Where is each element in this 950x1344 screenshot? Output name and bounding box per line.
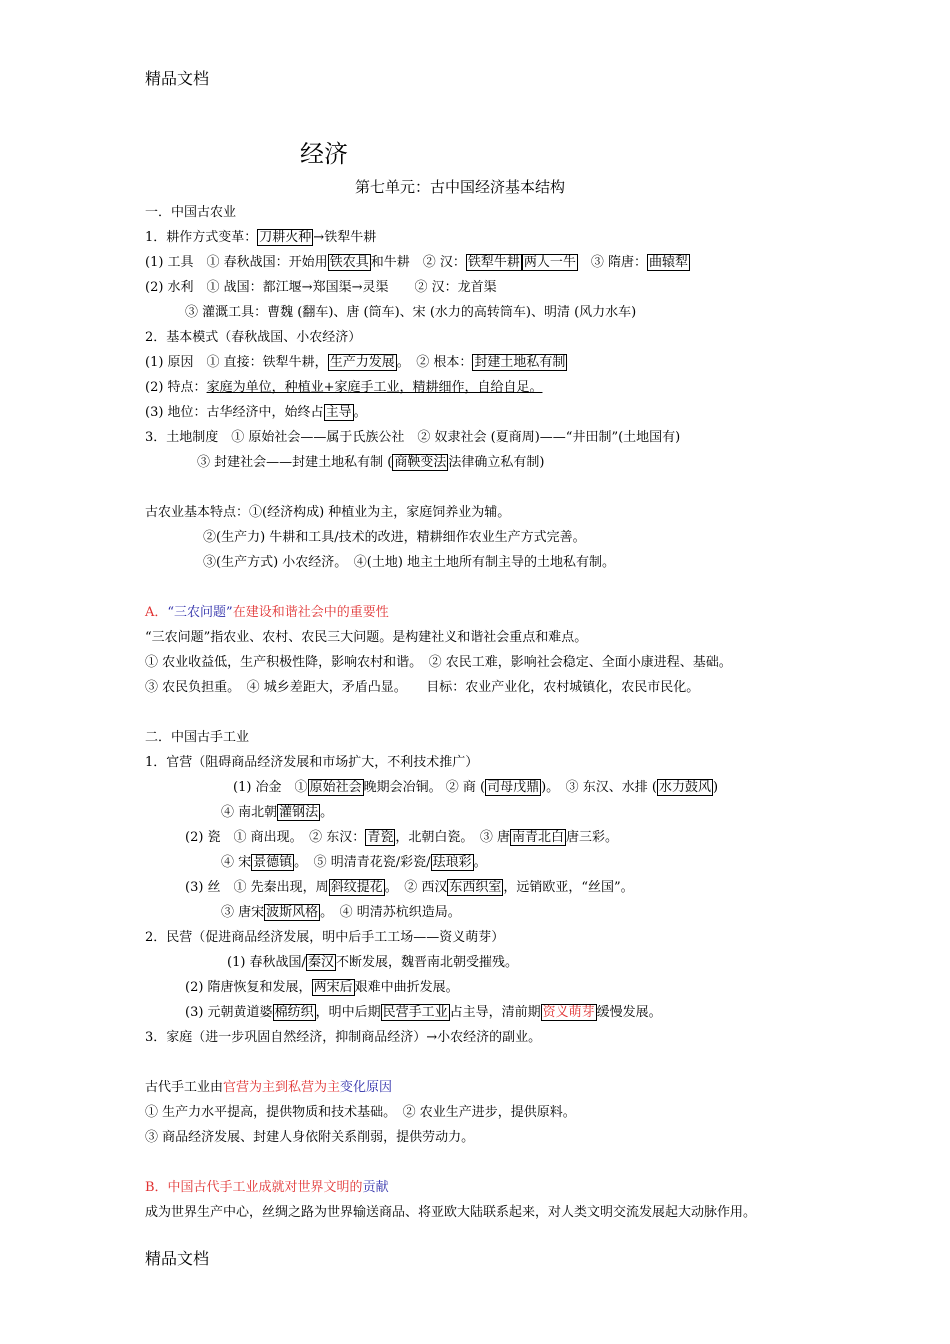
boxed-term: 水力鼓风 (659, 780, 712, 795)
text-line: ③(生产方式) 小农经济。 ④(土地) 地主土地所有制主导的土地私有制。 (203, 555, 616, 570)
text-line: ③ 灌溉工具：曹魏 (翻车)、唐 (筒车)、宋 (水力的高转筒车)、明清 (风力水车) (185, 305, 637, 320)
text-line: (2) 水利 ① 战国：都江堰→郑国渠→灵渠 ② 汉：龙首渠 (145, 280, 497, 295)
text-line: (1) 工具 ① 春秋战国：开始用 铁农具 和牛耕 ② 汉： 铁犁牛耕 两人一牛 ③ 隋唐： 曲辕犁 (145, 255, 689, 270)
text-line: ②(生产力) 牛耕和工具/技术的改进，精耕细作农业生产方式完善。 (203, 530, 586, 545)
boxed-term: 两人一牛 (523, 255, 576, 270)
text-line: (3) 丝 ① 先秦出现，周 斜纹提花 。 ② 西汉 东西织室 ，远销欧亚，“丝国”。 (185, 880, 634, 895)
boxed-term: 刀耕火种 (259, 230, 312, 245)
text-line: ④ 宋 景德镇 。 ⑤ 明清青花瓷/彩瓷/ 珐琅彩 。 (221, 855, 487, 870)
section-heading: 一．中国古农业 (145, 205, 237, 220)
boxed-term: 铁农具 (329, 255, 369, 270)
text-line: 2．民营（促进商品经济发展，明中后手工工场——资义萌芽） (145, 930, 505, 945)
unit-subtitle: 第七单元：古中国经济基本结构 (355, 178, 566, 196)
section-b-heading: B．中国古代手工业成就对世界文明的贡献 (145, 1180, 389, 1195)
boxed-term: 灌钢法 (279, 805, 319, 820)
text-line: ③ 封建社会——封建土地私有制 ( 商鞅变法 法律确立私有制) (197, 455, 545, 470)
text-line: 3．家庭（进一步巩固自然经济，抑制商品经济）→小农经济的副业。 (145, 1030, 542, 1045)
text-line: 古代手工业由官营为主到私营为主变化原因 (145, 1080, 393, 1095)
section-heading: 二．中国古手工业 (145, 730, 250, 745)
text-line: 1．耕作方式变革： 刀耕火种 →铁犁牛耕 (145, 230, 377, 245)
boxed-term: 商鞅变法 (394, 455, 447, 470)
boxed-term: 主导 (325, 405, 352, 420)
boxed-term: 东西织室 (449, 880, 502, 895)
boxed-term: 生产力发展 (329, 355, 395, 370)
boxed-term-red: 资义萌芽 (542, 1005, 595, 1020)
text-line: (1) 春秋战国/ 秦汉 不断发展，魏晋南北朝受摧残。 (227, 955, 518, 970)
text-line: 3．土地制度 ① 原始社会——属于氏族公社 ② 奴隶社会 (夏商周)——“井田制”(土地国有) (145, 430, 681, 445)
page-title: 经济 (300, 140, 348, 168)
document-body (145, 200, 825, 1225)
text-line: 成为世界生产中心，丝绸之路为世界输送商品、将亚欧大陆联系起来，对人类文明交流发展起大动脉作用。 (145, 1205, 757, 1220)
text-line: ③ 唐宋 波斯风格 。 ④ 明清苏杭织造局。 (221, 905, 461, 920)
boxed-term: 青瓷 (367, 830, 394, 845)
text-line: ① 生产力水平提高，提供物质和技术基础。 ② 农业生产进步，提供原料。 (145, 1105, 576, 1120)
boxed-term: 棉纺织 (274, 1005, 314, 1020)
boxed-term: 两宋后 (313, 980, 353, 995)
page-header: 精品文档 (145, 69, 210, 88)
boxed-term: 波斯风格 (266, 905, 319, 920)
text-line: (1) 冶金 ① 原始社会 晚期会冶铜。 ② 商 ( 司母戊鼎 )。 ③ 东汉、水排 ( 水力鼓风 ) (233, 780, 719, 795)
text-line: ③ 商品经济发展、封建人身依附关系削弱，提供劳动力。 (145, 1130, 475, 1145)
section-a-heading: A．“三农问题”在建设和谐社会中的重要性 (145, 605, 389, 620)
boxed-term: 原始社会 (309, 780, 362, 795)
text-line: (2) 特点：家庭为单位，种植业+家庭手工业，精耕细作，自给自足。 (145, 380, 543, 395)
underlined-text: 家庭为单位，种植业+家庭手工业，精耕细作，自给自足。 (206, 380, 543, 395)
text-line: ③ 农民负担重。 ④ 城乡差距大，矛盾凸显。 目标：农业产业化，农村城镇化，农民市民化。 (145, 680, 700, 695)
boxed-term: 铁犁牛耕 (467, 255, 520, 270)
boxed-term: 民营手工业 (382, 1005, 448, 1020)
boxed-term: 曲辕犁 (649, 255, 689, 270)
text-line: “三农问题”指农业、农村、农民三大问题。是构建社义和谐社会重点和难点。 (145, 630, 588, 645)
text-line: 2．基本模式（春秋战国、小农经济） (145, 330, 362, 345)
text-line: 1．官营（阻碍商品经济发展和市场扩大，不利技术推广） (145, 755, 479, 770)
text-line: ① 农业收益低，生产积极性降，影响农村和谐。 ② 农民工难，影响社会稳定、全面小康进程、基础。 (145, 655, 732, 670)
boxed-term: 珐琅彩 (432, 855, 472, 870)
boxed-term: 斜纹提花 (330, 880, 383, 895)
boxed-term: 南青北白 (511, 830, 564, 845)
text-line: (2) 隋唐恢复和发展， 两宋后 艰难中曲折发展。 (185, 980, 459, 995)
boxed-term: 秦汉 (307, 955, 334, 970)
text-line: ④ 南北朝 灌钢法 。 (221, 805, 334, 820)
text-line: (3) 元朝黄道婆 棉纺织 ，明中后期 民营手工业 占主导，清前期 资义萌芽 缓慢发展。 (185, 1005, 662, 1020)
page-footer: 精品文档 (145, 1249, 210, 1268)
boxed-term: 司母戊鼎 (487, 780, 540, 795)
text-line: (3) 地位：古华经济中，始终占 主导 。 (145, 405, 367, 420)
text-line: (1) 原因 ① 直接：铁犁牛耕， 生产力发展 。 ② 根本： 封建土地私有制 (145, 355, 566, 370)
boxed-term: 景德镇 (253, 855, 293, 870)
text-line: 古农业基本特点：①(经济构成) 种植业为主，家庭饲养业为辅。 (145, 505, 511, 520)
boxed-term: 封建土地私有制 (474, 355, 566, 370)
text-line: (2) 瓷 ① 商出现。 ② 东汉： 青瓷 ，北朝白瓷。 ③ 唐 南青北白 唐三彩。 (185, 830, 618, 845)
